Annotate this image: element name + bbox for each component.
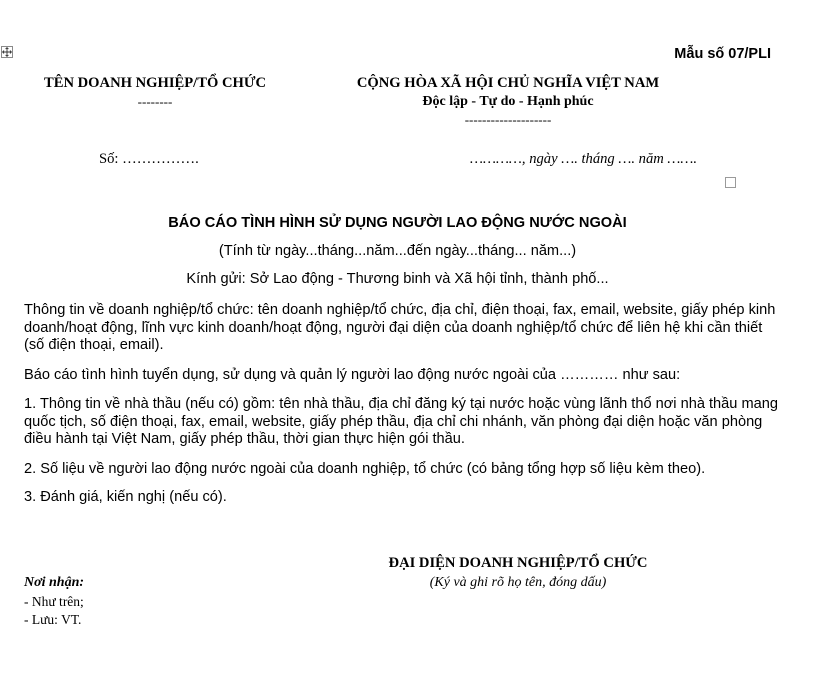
item-2-paragraph: 2. Số liệu về người lao động nước ngoài của doanh nghiệp, tổ chức (có bảng tổng hợp số liệu kèm theo). — [24, 461, 706, 477]
table-move-handle-icon[interactable] — [1, 46, 13, 58]
report-period: (Tính từ ngày...tháng...năm...đến ngày...tháng... năm...) — [218, 243, 577, 259]
intro-paragraph: Báo cáo tình hình tuyển dụng, sử dụng và quản lý người lao động nước ngoài của ………… như sau: — [24, 367, 681, 383]
recipient-item: - Lưu: VT. — [24, 612, 82, 627]
report-title: BÁO CÁO TÌNH HÌNH SỬ DỤNG NGƯỜI LAO ĐỘNG NƯỚC NGOÀI — [168, 215, 627, 231]
recipients-label: Nơi nhận: — [24, 575, 85, 590]
country-name: CỘNG HÒA XÃ HỘI CHỦ NGHĨA VIỆT NAM — [356, 75, 660, 91]
org-name: TÊN DOANH NGHIỆP/TỔ CHỨC — [43, 75, 267, 91]
left-header-divider: -------- — [137, 94, 173, 109]
checkbox-icon[interactable] — [725, 177, 736, 188]
right-header-divider: -------------------- — [464, 112, 552, 127]
org-info-paragraph: Thông tin về doanh nghiệp/tổ chức: tên doanh nghiệp/tổ chức, địa chỉ, điện thoại, fax, email, website, giấy phép kinh doanh/hoạt động, lĩnh vực kinh doanh/hoạt động, người đại diện của doanh nghiệp/tổ chức để liên hệ khi cần thiết (số điện thoại, email). — [24, 302, 776, 353]
item-3-paragraph: 3. Đánh giá, kiến nghị (nếu có). — [24, 489, 227, 505]
report-recipient: Kính gửi: Sở Lao động - Thương binh và Xã hội tỉnh, thành phố... — [186, 271, 609, 287]
date-line: …………, ngày …. tháng …. năm ……. — [470, 151, 698, 167]
document-number: Số: ……………. — [99, 151, 199, 167]
form-code: Mẫu số 07/PLI — [674, 46, 771, 62]
signature-note: (Ký và ghi rõ họ tên, đóng dấu) — [429, 575, 607, 590]
recipient-item: - Như trên; — [24, 594, 84, 609]
national-motto: Độc lập - Tự do - Hạnh phúc — [422, 94, 594, 109]
signature-title: ĐẠI DIỆN DOANH NGHIỆP/TỔ CHỨC — [388, 555, 648, 571]
item-1-paragraph: 1. Thông tin về nhà thầu (nếu có) gồm: tên nhà thầu, địa chỉ đăng ký tại nước hoặc vùng lãnh thổ nơi nhà thầu mang quốc tịch, số điện thoại, fax, email, website, giấy phép thầu, địa chỉ chi nhánh, văn phòng đại diện hoặc văn phòng điều hành tại Việt Nam, giấy phép thầu, thời gian thực hiện gói thầu. — [24, 396, 778, 447]
